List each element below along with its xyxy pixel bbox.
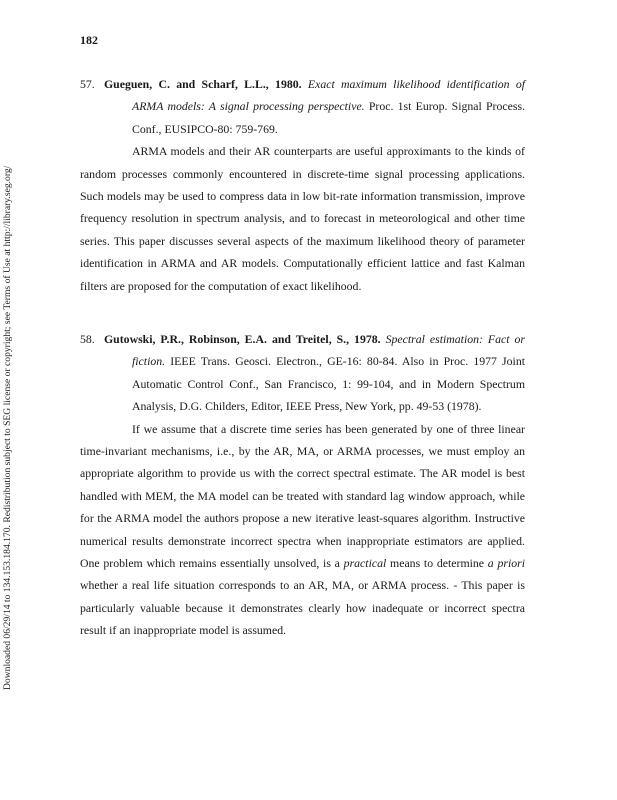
citation [80, 328, 525, 418]
entry-title: Exact maximum likelihood identification of ARMA models: A signal processing perspective. [132, 77, 526, 114]
entry-abstract [80, 418, 525, 642]
entry-source: IEEE Trans. Geosci. Electron., GE-16: 80-84. Also in Proc. 1977 Joint Automatic Control Conf., San Francisco, 1: 99-104, and in Modern Spectrum Analysis, D.G. Childers, Editor, IEEE Press, New York, pp. 49-53 (1978). [132, 354, 525, 414]
page-number: 182 [80, 33, 98, 47]
abstract-text-2: means to determine [390, 556, 485, 571]
abstract-text-3: whether a real life situation corresponds to an AR, MA, or ARMA process. - This paper is particularly valuable because it demonstrates clearly how inadequate or incorrect spectra result if an inappropriate model is assumed. [80, 578, 525, 638]
abstract-emphasis-a-priori: a priori [487, 556, 525, 571]
side-note [2, 165, 16, 704]
download-notice: Downloaded 06/29/14 to 134.153.184.170. Redistribution subject to SEG license or copyright; see Terms of Use at http://library.seg.org/ [2, 165, 13, 690]
entry-number: 58. [80, 332, 95, 346]
entry-title: Spectral estimation: Fact or fiction. [132, 332, 525, 369]
reference-entry-58 [80, 328, 525, 642]
entry-abstract: ARMA models and their AR counterparts are useful approximants to the kinds of random processes commonly encountered in discrete-time signal processing applications. Such models may be used to compress data in low bit-rate information transmission, improve frequency resolution in spectrum analysis, and to forecast in meteorological and other time series. This paper discusses several aspects of the maximum likelihood theory of parameter identification in ARMA and AR models. Computationally efficient lattice and fast Kalman filters are proposed for the computation of exact likelihood. [80, 144, 525, 293]
citation [80, 73, 525, 140]
entry-source: Proc. 1st Europ. Signal Process. Conf., EUSIPCO-80: 759-769. [132, 99, 525, 136]
reference-entry-57 [80, 73, 525, 297]
entry-number: 57. [80, 77, 95, 91]
abstract-emphasis-practical: practical [343, 556, 387, 571]
entry-authors: Gutowski, P.R., Robinson, E.A. and Treitel, S., 1978. [104, 332, 381, 346]
entry-authors: Gueguen, C. and Scharf, L.L., 1980. [104, 77, 302, 91]
abstract-text-1: If we assume that a discrete time series has been generated by one of three linear time-invariant mechanisms, i.e., by the AR, MA, or ARMA processes, we must employ an appropriate algorithm to provide us with the correct spectral estimate. The AR model is best handled with MEM, the MA model can be treated with standard lag window approach, while for the ARMA model the authors propose a new iterative least-squares algorithm. Instructive numerical results demonstrate incorrect spectra when inappropriate estimators are applied. One problem which remains essentially unsolved, is a [80, 421, 525, 571]
